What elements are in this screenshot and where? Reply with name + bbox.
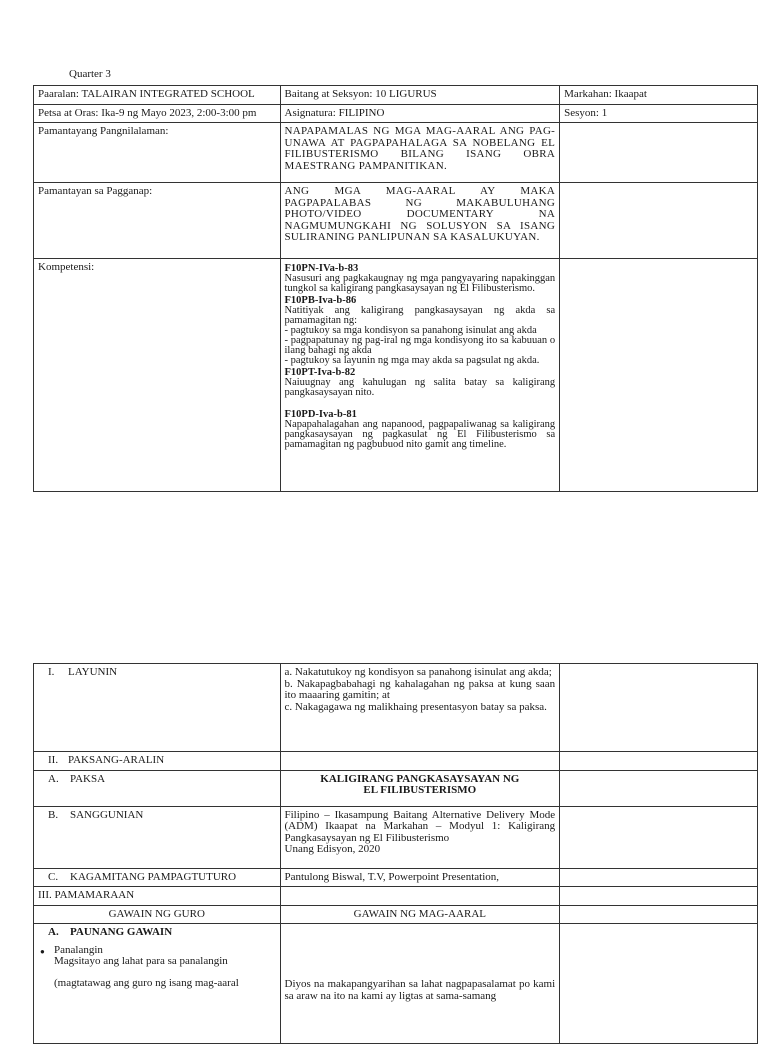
quarter-label: Quarter 3 xyxy=(69,68,111,80)
competency-text: Natitiyak ang kaligirang pangkasaysayan ng akda sa pamamagitan ng: xyxy=(284,305,556,326)
lesson-plan-table xyxy=(33,663,758,1044)
markahan-cell: Markahan: Ikaapat xyxy=(560,86,758,105)
paaralan-cell: Paaralan: TALAIRAN INTEGRATED SCHOOL xyxy=(34,86,281,105)
empty-cell xyxy=(560,770,758,806)
paunang-gawain-heading: A. PAUNANG GAWAIN xyxy=(48,926,173,938)
student-response-cell xyxy=(280,924,560,1044)
student-prayer: Diyos na makapangyarihan sa lahat nagpapasalamat po kami sa araw na ito na kami ay ligtas at sama-samang xyxy=(284,978,556,1002)
empty-cell xyxy=(560,868,758,887)
competency-code: F10PT-Iva-b-82 xyxy=(284,367,356,378)
list-item: ● Panalangin Magsitayo ang lahat para sa panalangin (magtatawag ang guro ng isang mag-aaral xyxy=(54,945,276,990)
kagamitan-value: Pantulong Biswal, T.V, Powerpoint Presentation, xyxy=(280,868,560,887)
competency-code: F10PN-IVa-b-83 xyxy=(284,263,359,274)
table-row xyxy=(34,183,758,259)
competency-text: - pagtukoy sa mga kondisyon sa panahong isinulat ang akda xyxy=(284,325,537,336)
table-row xyxy=(34,123,758,183)
asignatura-cell: Asignatura: FILIPINO xyxy=(280,104,560,123)
table-row xyxy=(34,770,758,806)
competency-code: F10PD-Iva-b-81 xyxy=(284,409,357,420)
empty-cell xyxy=(280,887,560,906)
baitang-cell: Baitang at Seksyon: 10 LIGURUS xyxy=(280,86,560,105)
competency-text: - pagpapatunay ng pag-iral ng mga kondisyong ito sa kabuuan o ilang bahagi ng akda xyxy=(284,335,556,356)
gawain-guro-header: GAWAIN NG GURO xyxy=(34,905,281,924)
table-row xyxy=(34,868,758,887)
competency-text: - pagtukoy sa layunin ng mga may akda sa pagsulat ng akda. xyxy=(284,355,540,366)
empty-cell xyxy=(560,887,758,906)
table-row xyxy=(34,887,758,906)
table-row xyxy=(34,664,758,752)
gawain-mag-aaral-header: GAWAIN NG MAG-AARAL xyxy=(280,905,560,924)
empty-cell xyxy=(560,183,758,259)
activity-list xyxy=(38,945,276,990)
paksa-title: KALIGIRANG PANGKASAYSAYAN NG EL FILIBUSTERISMO xyxy=(280,770,560,806)
layunin-label: I. LAYUNIN xyxy=(34,664,281,752)
empty-cell xyxy=(560,905,758,924)
empty-cell xyxy=(560,664,758,752)
empty-cell xyxy=(560,806,758,868)
table-row xyxy=(34,924,758,1044)
paksa-label: A. PAKSA xyxy=(34,770,281,806)
empty-cell xyxy=(560,752,758,771)
table-row xyxy=(34,86,758,105)
empty-cell xyxy=(560,924,758,1044)
competency-text: Naiuugnay ang kahulugan ng salita batay sa kaligirang pangkasaysayan nito. xyxy=(284,377,556,398)
kompetensi-label: Kompetensi: xyxy=(34,259,281,492)
paunang-gawain-cell xyxy=(34,924,281,1044)
table-row xyxy=(34,259,758,492)
sesyon-cell: Sesyon: 1 xyxy=(560,104,758,123)
competency-code: F10PB-Iva-b-86 xyxy=(284,295,357,306)
table-row xyxy=(34,752,758,771)
table-row xyxy=(34,806,758,868)
empty-cell xyxy=(560,123,758,183)
pamamaraan-label: III. PAMAMARAAN xyxy=(34,887,281,906)
empty-cell xyxy=(280,752,560,771)
pagganap-value: ANG MGA MAG-AARAL AY MAKA PAGPAPALABAS NG MAKABULUHANG PHOTO/VIDEO DOCUMENTARY NA NAGMUMUNGKAHI NG SOLUSYON SA ISANG SULIRANING PANLIPUNAN SA KASALUKUYAN. xyxy=(280,183,560,259)
petsa-cell: Petsa at Oras: Ika-9 ng Mayo 2023, 2:00-3:00 pm xyxy=(34,104,281,123)
table-row xyxy=(34,104,758,123)
competency-text: Nasusuri ang pagkakaugnay ng mga pangyayaring napakinggan tungkol sa kaligirang pangkasaysayan ng El Filibusterismo. xyxy=(284,273,556,294)
layunin-items: a. Nakatutukoy ng kondisyon sa panahong isinulat ang akda; b. Nakapagbabahagi ng kahalagahan ng paksa at kung saan ito maaaring gamitin; at c. Nakagagawa ng malikhaing presentasyon batay sa paksa. xyxy=(280,664,560,752)
paksang-aralin-label: II. PAKSANG-ARALIN xyxy=(34,752,281,771)
kompetensi-list xyxy=(280,259,560,492)
competency-text: Napapahalagahan ang napanood, pagpapaliwanag sa kaligirang pangkasaysayan ng pagkasulat ng El Filibusterismo sa pamamagitan ng pagbubuod nito gamit ang timeline. xyxy=(284,419,556,450)
empty-cell xyxy=(560,259,758,492)
kagamitan-label: C. KAGAMITANG PAMPAGTUTURO xyxy=(34,868,281,887)
pagganap-label: Pamantayan sa Pagganap: xyxy=(34,183,281,259)
sanggunian-value: Filipino – Ikasampung Baitang Alternative Delivery Mode (ADM) Ikaapat na Markahan – Modyul 1: Kaligirang Pangkasaysayan ng El Filibusterismo Unang Edisyon, 2020 xyxy=(280,806,560,868)
table-row xyxy=(34,905,758,924)
info-table xyxy=(33,85,758,492)
pamantayang-value: NAPAPAMALAS NG MGA MAG-AARAL ANG PAG-UNAWA AT PAGPAPAHALAGA SA NOBELANG EL FILIBUSTERISMO BILANG ISANG OBRA MAESTRANG PAMPANITIKAN. xyxy=(280,123,560,183)
sanggunian-label: B. SANGGUNIAN xyxy=(34,806,281,868)
pamantayang-label: Pamantayang Pangnilalaman: xyxy=(34,123,281,183)
